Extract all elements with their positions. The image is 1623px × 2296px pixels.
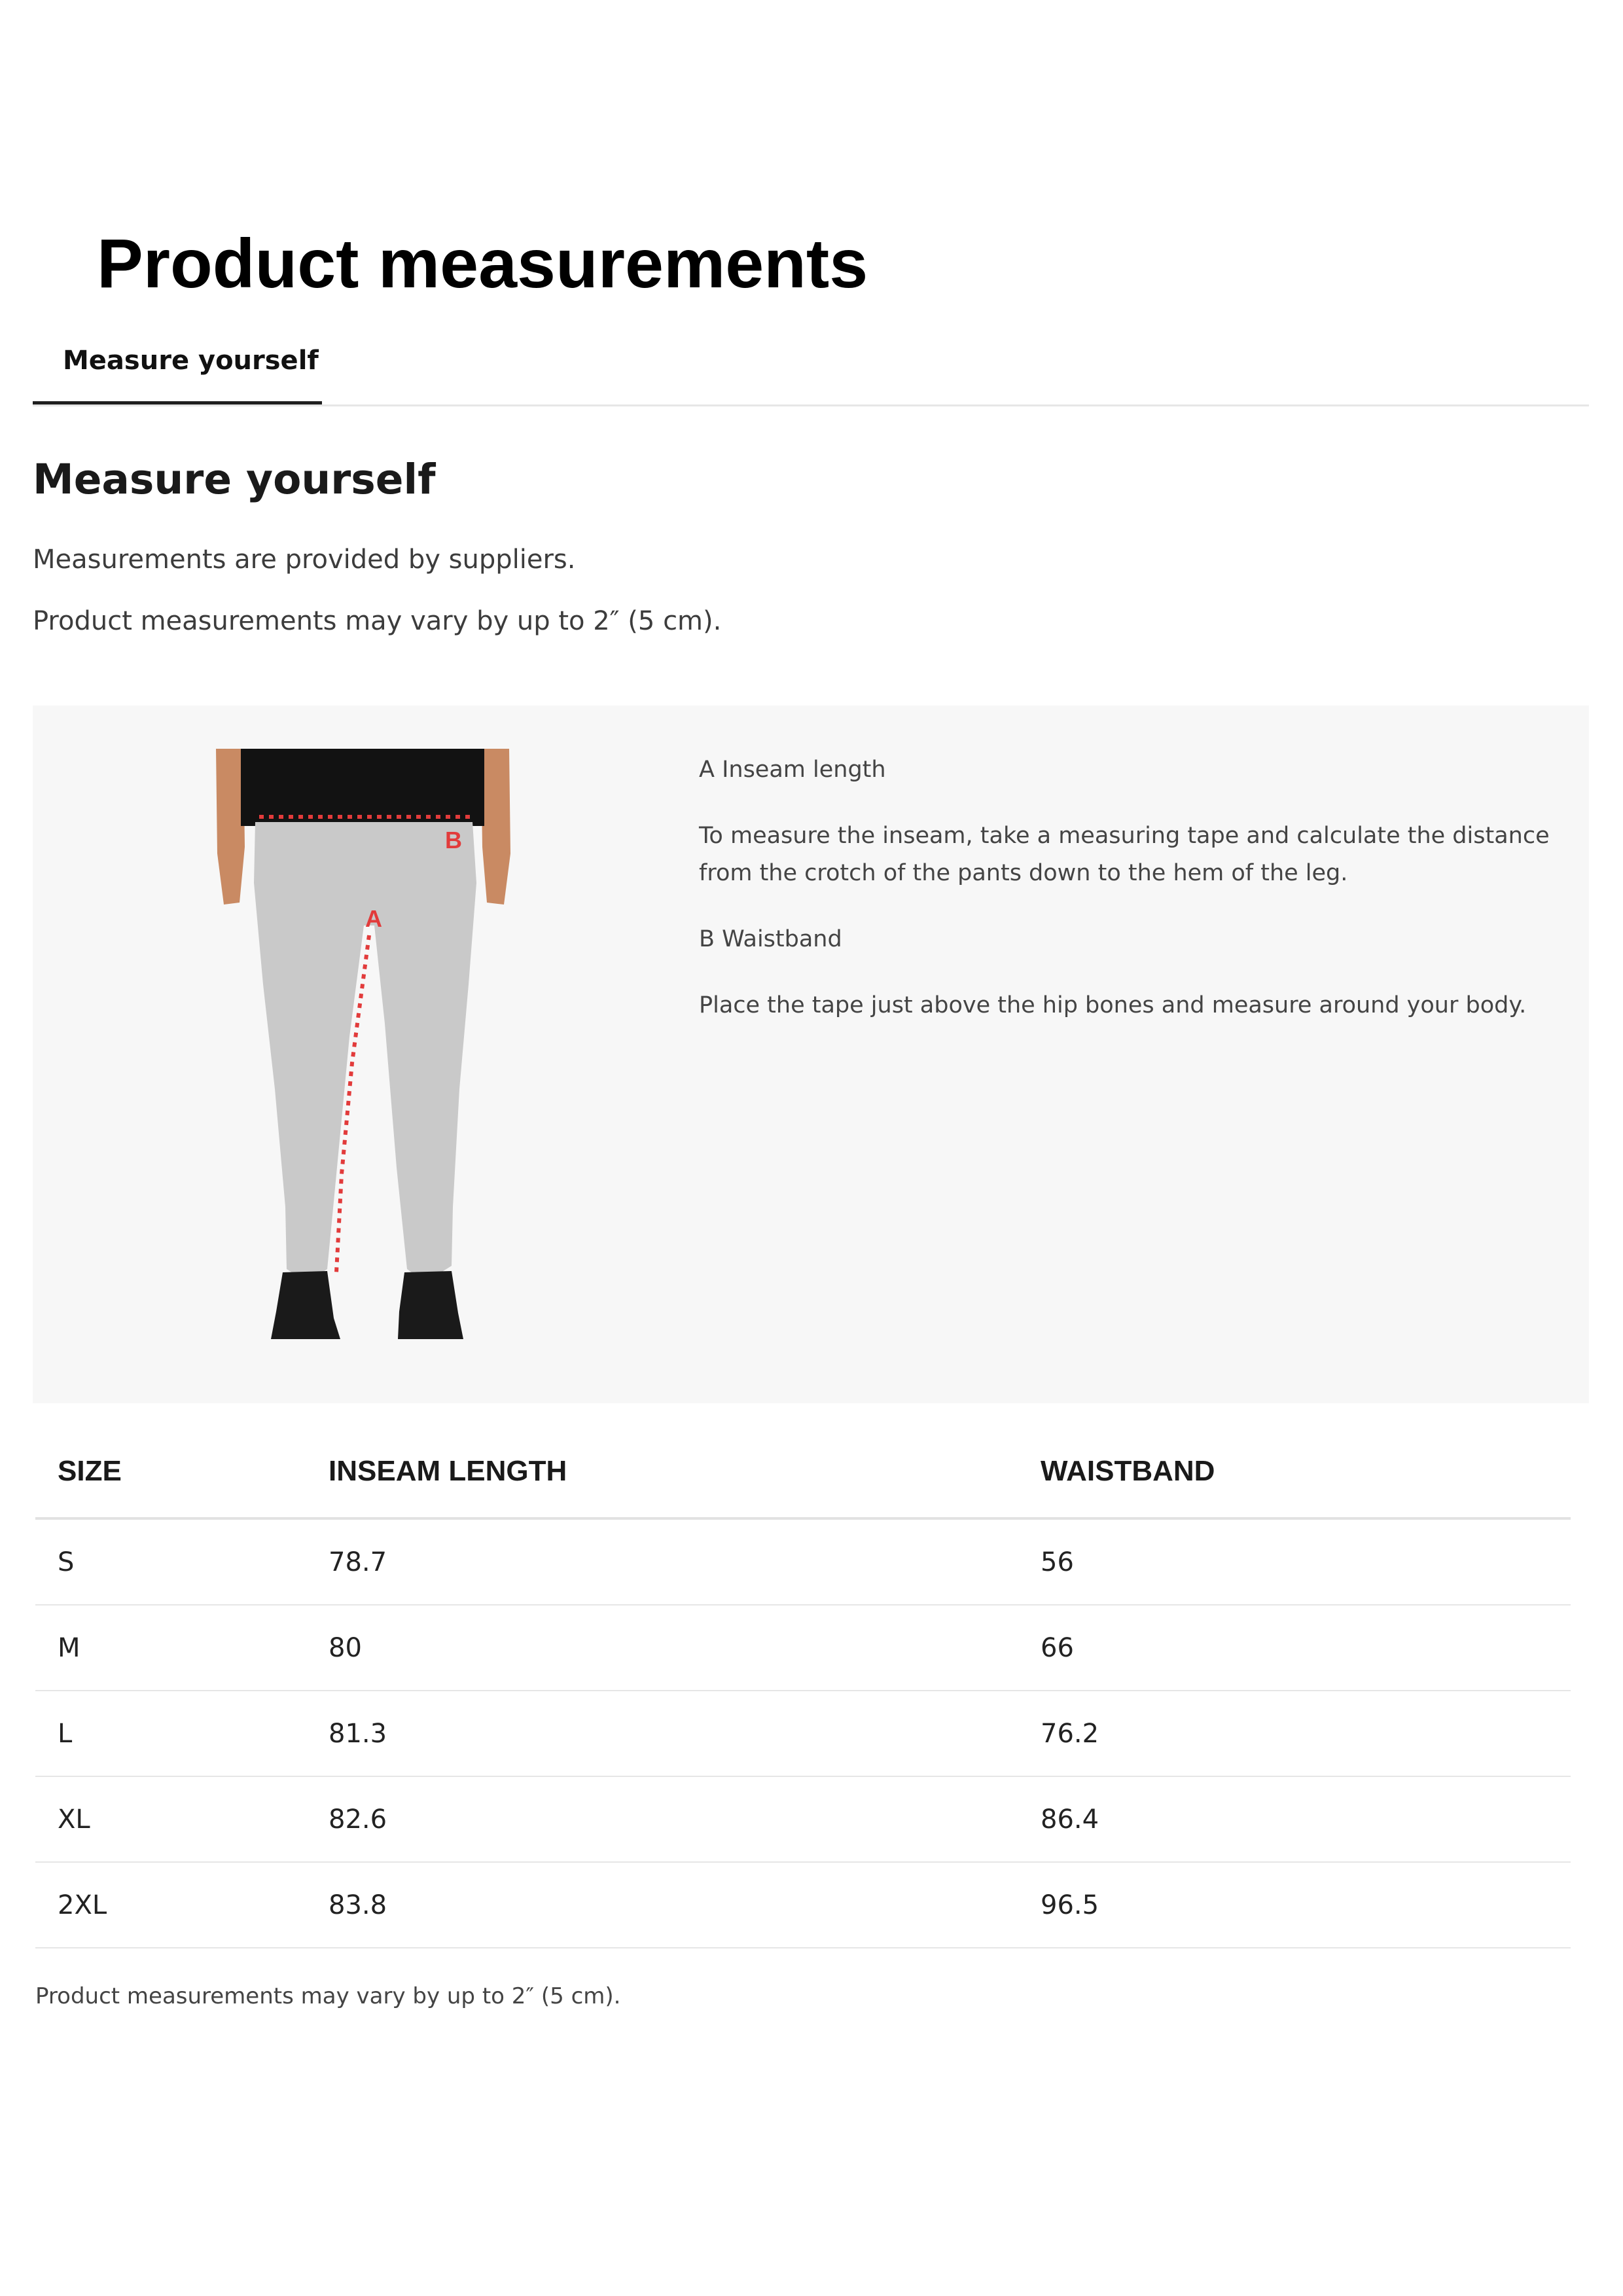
intro-suppliers-text: Measurements are provided by suppliers. [33,545,576,575]
waistband-description: Place the tape just above the hip bones and measure around your body. [699,992,1527,1018]
marker-a-label: A [365,905,382,932]
inseam-cell: 82.6 [306,1776,1018,1862]
table-row [35,1862,1571,1948]
waistband-title: B Waistband [699,926,842,952]
waistband-cell: 86.4 [1018,1776,1571,1862]
marker-b-label: B [445,827,462,853]
size-chart-table [35,1426,1571,1948]
tab-label: Measure yourself [63,346,319,376]
inseam-cell: 80 [306,1605,1018,1691]
table-row [35,1605,1571,1691]
table-header-row [35,1426,1571,1518]
inseam-cell: 78.7 [306,1518,1018,1605]
waistband-cell: 96.5 [1018,1862,1571,1948]
inseam-title: A Inseam length [699,757,886,783]
waistband-cell: 56 [1018,1518,1571,1605]
joggers-measurement-figure [203,749,582,1339]
waistband-cell: 76.2 [1018,1691,1571,1776]
table-row [35,1691,1571,1776]
header-waistband: WAISTBAND [1018,1426,1571,1518]
section-heading: Measure yourself [33,456,436,503]
inseam-cell: 81.3 [306,1691,1018,1776]
size-cell: L [35,1691,306,1776]
size-cell: XL [35,1776,306,1862]
inseam-cell: 83.8 [306,1862,1018,1948]
header-size: SIZE [35,1426,306,1518]
header-inseam-length: INSEAM LENGTH [306,1426,1018,1518]
table-row [35,1776,1571,1862]
intro-variance-text: Product measurements may vary by up to 2″ (5 cm). [33,606,722,636]
footnote: Product measurements may vary by up to 2″ (5 cm). [35,1983,621,2009]
page-title: Product measurements [97,225,868,302]
size-cell: S [35,1518,306,1605]
inseam-description: To measure the inseam, take a measuring tape and calculate the distance from the crotch of the pants down to the hem of the leg. [699,823,1550,886]
table-row [35,1518,1571,1605]
tab-bar [33,342,1589,406]
tab-measure-yourself[interactable] [33,342,322,404]
size-cell: 2XL [35,1862,306,1948]
measurement-instructions [699,751,1550,1053]
measure-guide-panel [33,706,1589,1403]
waistband-cell: 66 [1018,1605,1571,1691]
size-cell: M [35,1605,306,1691]
